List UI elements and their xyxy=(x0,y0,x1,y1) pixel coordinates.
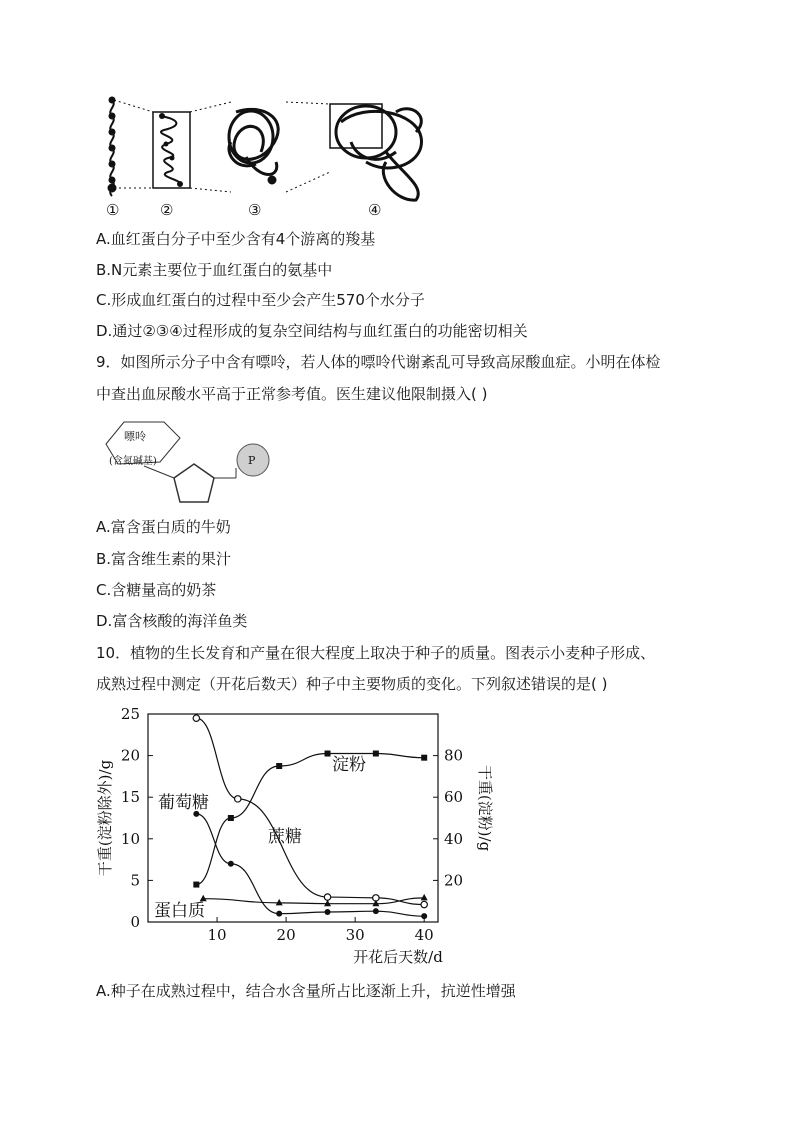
purine-label: 嘌呤 xyxy=(124,430,146,443)
stage-3-tertiary-fold xyxy=(229,109,278,183)
data-point-葡萄糖 xyxy=(325,909,331,915)
stage-4-quaternary-structure xyxy=(330,104,421,200)
y-left-tick-label: 20 xyxy=(120,746,140,765)
y-right-tick-label: 80 xyxy=(444,746,464,765)
data-point-淀粉 xyxy=(193,882,199,888)
data-point-蛋白质 xyxy=(324,900,331,907)
y-right-tick-label: 40 xyxy=(444,829,464,848)
data-point-淀粉 xyxy=(325,751,331,757)
y-left-tick-label: 5 xyxy=(130,871,140,890)
q8-option-d: D.通过②③④过程形成的复杂空间结构与血红蛋白的功能密切相关 xyxy=(96,322,528,340)
q8-option-c: C.形成血红蛋白的过程中至少会产生570个水分子 xyxy=(96,291,425,309)
x-tick-label: 40 xyxy=(414,926,434,944)
x-tick-label: 20 xyxy=(276,926,296,944)
data-point-淀粉 xyxy=(276,763,282,769)
nucleotide-figure xyxy=(96,414,276,506)
base-sublabel: (含氮碱基) xyxy=(109,456,157,467)
q9-option-c: C.含糖量高的奶茶 xyxy=(96,581,217,599)
series-line-蔗糖 xyxy=(196,718,424,904)
data-point-淀粉 xyxy=(228,815,234,821)
stage-label-3: ③ xyxy=(248,201,262,219)
q9-stem-line-1: 9．如图所示分子中含有嘌呤，若人体的嘌呤代谢紊乱可导致高尿酸血症。小明在体检 xyxy=(96,353,661,371)
series-label-sucrose: 蔗糖 xyxy=(268,827,302,847)
pentose-sugar-shape xyxy=(174,464,214,502)
series-label-glucose: 葡萄糖 xyxy=(158,793,209,813)
y-right-axis-label: 干重(淀粉)/g xyxy=(476,764,494,852)
y-right-tick-label: 60 xyxy=(444,788,464,807)
data-point-蛋白质 xyxy=(421,894,428,901)
data-point-蔗糖 xyxy=(235,796,241,802)
y-left-tick-label: 10 xyxy=(120,829,140,848)
q10-option-a: A.种子在成熟过程中，结合水含量所占比逐渐上升，抗逆性增强 xyxy=(96,982,516,1000)
x-tick-label: 30 xyxy=(345,926,365,944)
stage-label-1: ① xyxy=(106,201,120,219)
series-label-starch: 淀粉 xyxy=(332,755,366,775)
q8-option-a: A.血红蛋白分子中至少含有4个游离的羧基 xyxy=(96,230,376,248)
protein-structure-figure xyxy=(96,92,446,220)
data-point-蔗糖 xyxy=(324,894,330,900)
x-axis-label: 开花后天数/d xyxy=(353,948,443,966)
x-tick-label: 10 xyxy=(207,926,227,944)
data-point-蔗糖 xyxy=(193,715,199,721)
data-point-葡萄糖 xyxy=(228,861,234,867)
y-left-axis-label: 干重(淀粉除外)/g xyxy=(96,759,114,877)
q9-option-a: A.富含蛋白质的牛奶 xyxy=(96,518,231,536)
data-point-蔗糖 xyxy=(421,901,427,907)
data-point-蛋白质 xyxy=(276,899,283,906)
y-left-tick-label: 15 xyxy=(120,788,140,807)
plot-frame xyxy=(148,714,438,922)
stage-label-4: ④ xyxy=(368,201,382,219)
phosphate-label: P xyxy=(248,454,256,467)
data-point-淀粉 xyxy=(373,751,379,757)
y-left-tick-label: 0 xyxy=(130,913,140,931)
series-label-protein: 蛋白质 xyxy=(154,901,205,921)
q8-option-b: B.N元素主要位于血红蛋白的氨基中 xyxy=(96,261,333,279)
seed-composition-chart xyxy=(96,700,496,972)
q9-option-d: D.富含核酸的海洋鱼类 xyxy=(96,612,248,630)
data-point-葡萄糖 xyxy=(421,913,427,919)
q10-stem-line-2: 成熟过程中测定（开花后数天）种子中主要物质的变化。下列叙述错误的是( ) xyxy=(96,675,608,693)
q9-option-b: B.富含维生素的果汁 xyxy=(96,550,232,568)
data-point-淀粉 xyxy=(421,755,427,761)
y-left-tick-label: 25 xyxy=(120,705,140,723)
stage-1-primary-chain xyxy=(108,97,116,196)
y-right-tick-label: 20 xyxy=(444,871,464,890)
q10-stem-line-1: 10．植物的生长发育和产量在很大程度上取决于种子的质量。图表示小麦种子形成、 xyxy=(96,644,656,662)
q9-stem-line-2: 中查出血尿酸水平高于正常参考值。医生建议他限制摄入( ) xyxy=(96,385,488,403)
data-point-葡萄糖 xyxy=(373,908,379,914)
stage-2-secondary-helix xyxy=(153,112,190,188)
stage-label-2: ② xyxy=(160,201,174,219)
data-point-葡萄糖 xyxy=(276,911,282,917)
